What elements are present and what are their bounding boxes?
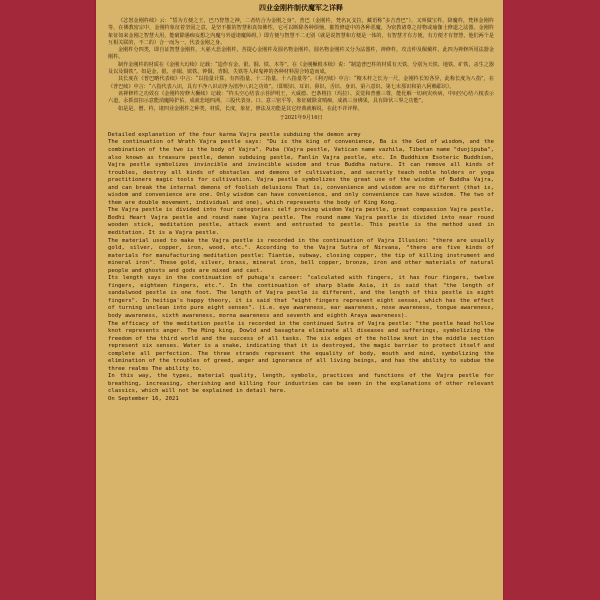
zh-paragraph: 如是是，僧、杵，诸四业金刚杵之种类，材质，长度，象征，修法及功能是其它经典就解说，在此不详评释。 bbox=[118, 105, 363, 112]
document-title: 四业金刚杵制伏魔军之详释 bbox=[259, 3, 343, 12]
document-sheet bbox=[96, 0, 503, 600]
zh-paragraph: 制作金刚杵的材质在《金刚大幻续》记载：“造作有金、银、铜、铁、木等”。在《金刚橛根本续》说：“制造普巴杵的材质有天铁，分别为天铁、地铁、矿铁，杀生之器及以及铜铁”。如是金、银、赤铜、镔铁、钟铜、青铜、失铁等人和鬼神的各种材料混合铸造而成。 bbox=[108, 61, 494, 76]
zh-paragraph: 该禅修杵之功效在《金刚杵密修大橛续》记载：“杵头空心结表示菩萨明王，大威德、巴条格拉（玛拉）、贡觉和普雅三尊，能化解一切病灾疾病，中间空心结六棱表示六道，永抓盘扣示意能消魔障护佑，成就悲地四洲，三股代表身、口、意三密平等，象征破除贪嗔痴，成就三身佛果，具有降伏三界之功能”。 bbox=[108, 90, 494, 105]
en-date: On September 16, 2021 bbox=[108, 396, 179, 402]
right-margin-band bbox=[504, 0, 600, 600]
zh-paragraph: 金刚杵分四类，即自证智慧金刚杵，大慈大悲金刚杵，菩提心金刚杵及圆名物金刚杵，圆名物金刚杵又分为法器杵，禅修杵，攻击仲及佩戴杵，此四为禅修所用法器金刚杵。 bbox=[108, 47, 494, 61]
en-paragraph: The Vajra pestle is divided into four categories: self proving wisdom Vajra pestle, great compassion Vajra pestle, Bodhi Heart Vajra pestle and round name Vajra pestle. The round name Vajra pestle is divided into near round wooden stick, meditation pestle, attack event and entrusted to pestle. This pestle is the method used in meditation. It is a Vajra pestle. bbox=[108, 207, 494, 236]
en-paragraph: The continuation of Wrath Vajra pestle says: "Du is the king of convenience, Ba is the God of wisdom, and the combination of the two is the body of Vajra". Puba (Vajra pestle, Vatican name vazhila, Tibetan name "duojipuba", also known as treasure pestle, demon subduing pestle, Fanlin Vajra pestle, etc. In Buddhism Esoteric Buddhism, Vajra pestle symbolizes invincible and invincible wisdom and true Buddha nature. It can remove all kinds of troubles, destroy all kinds of obstacles and demons of cultivation, and secretly teach noble holders or yoga practitioners magic tools for cultivation. Vajra pestle symbolizes the great use of the wisdom of Buddha Vajra, and can break the internal demons of foolish delusions That is, convenience and wisdom are no different (that is, wisdom and convenience are one. Only wisdom can have convenience, and only convenience can have wisdom. The two of them are double movement, individual and one), which represents the body of King Kong. bbox=[108, 139, 494, 206]
zh-paragraph: 《忿怒金刚杵续》云：“誓为方便之王，巴乃智慧之神，二者结合为金刚之身”。普巴（金刚杵，梵名瓦支拉，藏语称“多吉普巴”），又叫做宝杵、降魔杵，梵林金刚杵等，在佛教密宗中，金刚杵象征着坚固之意，是坚不摧的智慧和真如佛性，它可以断除各种烦恼，摧毁修道中的各种恶魔，为密教诸尊之持物或瑜伽士修道之法器。金刚杵象征如来金刚之智慧大用，能破除愚痴妄想之内魔与外道诸魔障碍。）即方便与智慧不二无别（就是说智慧和方便是一体的，有智慧才有方便，有方便才有智慧，他们两个是互相关联的，不二的）合一而为一，代表金刚之身。 bbox=[108, 18, 494, 46]
en-heading: Detailed explanation of the four karma Vajra pestle subduing the demon army bbox=[108, 131, 361, 138]
left-margin-band bbox=[0, 0, 94, 600]
en-paragraph: In this way, the types, material quality, length, symbols, practices and functions of the Vajra pestle for breathing, increasing, cherishing and killing four industries can be seen in the explanations of other relevant classics, which will not be explained in detail here. bbox=[108, 373, 494, 395]
chinese-section bbox=[108, 18, 494, 122]
english-section bbox=[108, 132, 494, 404]
zh-date: 于2021年9月16日 bbox=[279, 114, 323, 121]
zh-paragraph: 其长度在《普巴略代表续》中言：“以指量计算，有四指量、十二指量、十八指量等”。《利刃续》中言：“檀木杆之长为一尺，金刚杵长短各异，此称长度为八指”，在《普巴续》中言：“八指代表八识，具有不净八识动净为清净八识之功效”。（即眼识、耳识、鼻识、舌识、身识、第六意识、第七末那识和第八阿赖耶识）。 bbox=[108, 76, 494, 90]
en-paragraph: Its length says in the continuation of puhuga's career: "calculated with fingers, it has four fingers, twelve fingers, eighteen fingers, etc.". In the continuation of sharp blade Asia, it is said that "the length of sandalwood pestle is one foot. The length of Vajra pestle is different, and the length of this pestle is eight fingers". In heitiga's happy theory, it is said that "eight fingers represent eight senses, which has the effect of turning unclean into pure eight senses". (i.e. eye awareness, ear awareness, nose awareness, tongue awareness, body awareness, sixth awareness, morna awareness and seventh and eighth Araya awareness). bbox=[108, 275, 494, 319]
en-paragraph: The efficacy of the meditation pestle is recorded in the continued Sutra of Vajra pestle: "the pestle head hollow knot represents anger. The Ming king, Dowld and basagtara eliminate all diseases and sufferings, symbolizing the freedom of the third world and the success of all tasks. The six edges of the hollow knot in the middle section represent six senses. Water is a snake, indicating that it is destroyed, the magic barrier to protect itself and complete all perfection. The three strands represent the equality of body, mouth and mind, symbolizing the elimination of the troubles of greed, anger and ignorance of all living beings, and has the ability to subdue the three realms The ability to. bbox=[108, 320, 494, 372]
en-paragraph: The material used to make the Vajra pestle is recorded in the continuation of Vajra Illusion: "there are usually gold, silver, copper, iron, wood, etc.". According to the Vajra Sutra of Nirvana, "there are five kinds of materials for manufacturing meditation pestle: Tiantie, subway, closing copper, the tip of killing instrument and mineral iron". These gold, silver, brass, mineral iron, bell copper, bronze, iron and other materials of natural people and ghosts and gods are mixed and cast. bbox=[108, 237, 494, 274]
